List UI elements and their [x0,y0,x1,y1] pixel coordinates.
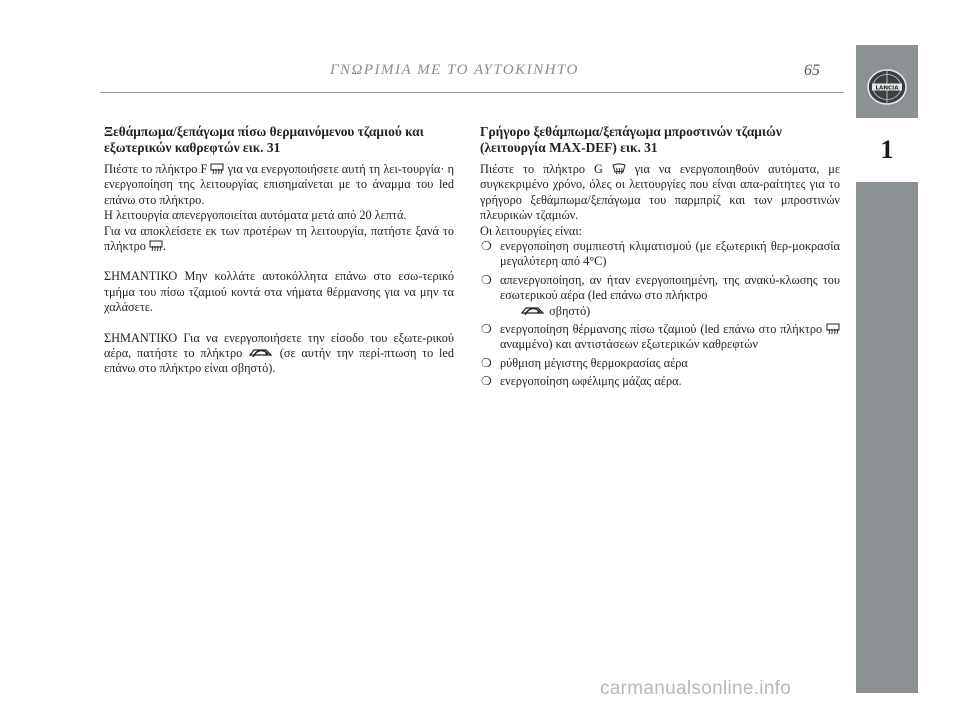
note-outside-air: ΣΗΜΑΝΤΙΚΟ Για να ενεργοποιήσετε την είσοδο του εξωτε-ρικού αέρα, πατήστε το πλήκτρο (σε αυτήν την περί-πτωση το led επάνω στο πλήκτρο είναι σβηστό). [104,330,455,376]
list-item: ❍ ενεργοποίηση θέρμανσης πίσω τζαμιού (led επάνω στο πλήκτρο αναμμένο) και αντιστάσεων εξωτερικών καθρεφτών [480,322,840,353]
windscreen-defrost-icon [612,163,626,175]
functions-list [480,239,840,390]
recirculation-icon [520,304,546,317]
section-heading-max-def: Γρήγορο ξεθάμπωμα/ξεπάγωμα μπροστινών τζαμιών (λειτουργία MAX-DEF) εικ. 31 [480,124,782,155]
list-item: ❍ ενεργοποίηση συμπιεστή κλιματισμού (με εξωτερική θερ-μοκρασία μεγαλύτερη από 4°C) [481,239,840,269]
list-item: ❍ ενεργοποίηση ωφέλιμης μάζας αέρα. [481,374,682,389]
watermark: carmanualsonline.info [600,678,792,699]
paragraph-rear-defrost-intro: Πιέστε το πλήκτρο F για να ενεργοποιήσετε αυτή τη λει-τουργία· η ενεργοποίηση της λειτουργίας επισημαίνεται με το άναμμα του led επάνω στο πλήκτρο. [104,162,455,207]
paragraph-auto-off: Η λειτουργία απενεργοποιείται αυτόματα μετά από 20 λεπτά. [104,208,407,223]
page-header-title: ΓΝΩΡΙΜΙΑ ΜΕ ΤΟ ΑΥΤΟΚΙΝΗΤΟ [330,62,579,78]
note-stickers: ΣΗΜΑΝΤΙΚΟ Μην κολλάτε αυτοκόλλητα επάνω στο εσω-τερικό τμήμα του πίσω τζαμιού κοντά στα νήματα θέρμανσης για να μην τα χαλάσετε. [104,269,454,315]
logo-text: LANCIA [875,85,899,92]
chapter-number: 1 [856,118,918,182]
paragraph-functions-intro: Οι λειτουργίες είναι: [480,223,583,238]
left-column [104,124,454,377]
paragraph-cancel: Για να αποκλείσετε εκ των προτέρων τη λειτουργία, πατήστε ξανά το πλήκτρο . [104,223,454,254]
bullet-mark: ❍ [481,239,492,254]
lancia-logo-icon [862,67,912,107]
rear-defrost-icon [826,323,840,335]
bullet-mark: ❍ [481,272,492,287]
rear-defrost-icon [210,163,224,175]
paragraph-max-def-intro: Πιέστε το πλήκτρο G για να ενεργοποιηθούν αυτόματα, με συγκεκριμένο χρόνο, όλες οι λειτουργίες που είναι απα-ραίτητες για το γρήγορο ξεθάμπωμα/ξεπάγωμα του παρμπρίζ και των μπροστινών πλευρικών τζαμιών. [480,162,840,223]
right-column [480,124,840,393]
bullet-mark: ❍ [481,374,492,389]
bullet-mark: ❍ [481,322,492,337]
recirculation-icon [248,346,274,359]
rear-defrost-icon [149,240,163,252]
list-item: ❍ ρύθμιση μέγιστης θερμοκρασίας αέρα [481,355,688,370]
header-divider [100,92,844,93]
page-number: 65 [804,62,820,79]
list-item: ❍ απενεργοποίηση, αν ήταν ενεργοποιημένη, της ανακύ-κλωσης του εσωτερικού αέρα (led επάνω στο πλήκτρο σβηστό) [481,272,840,318]
bullet-mark: ❍ [481,355,492,370]
section-heading-rear-defrost: Ξεθάμπωμα/ξεπάγωμα πίσω θερμαινόμενου τζαμιού και εξωτερικών καθρεφτών εικ. 31 [104,124,424,155]
